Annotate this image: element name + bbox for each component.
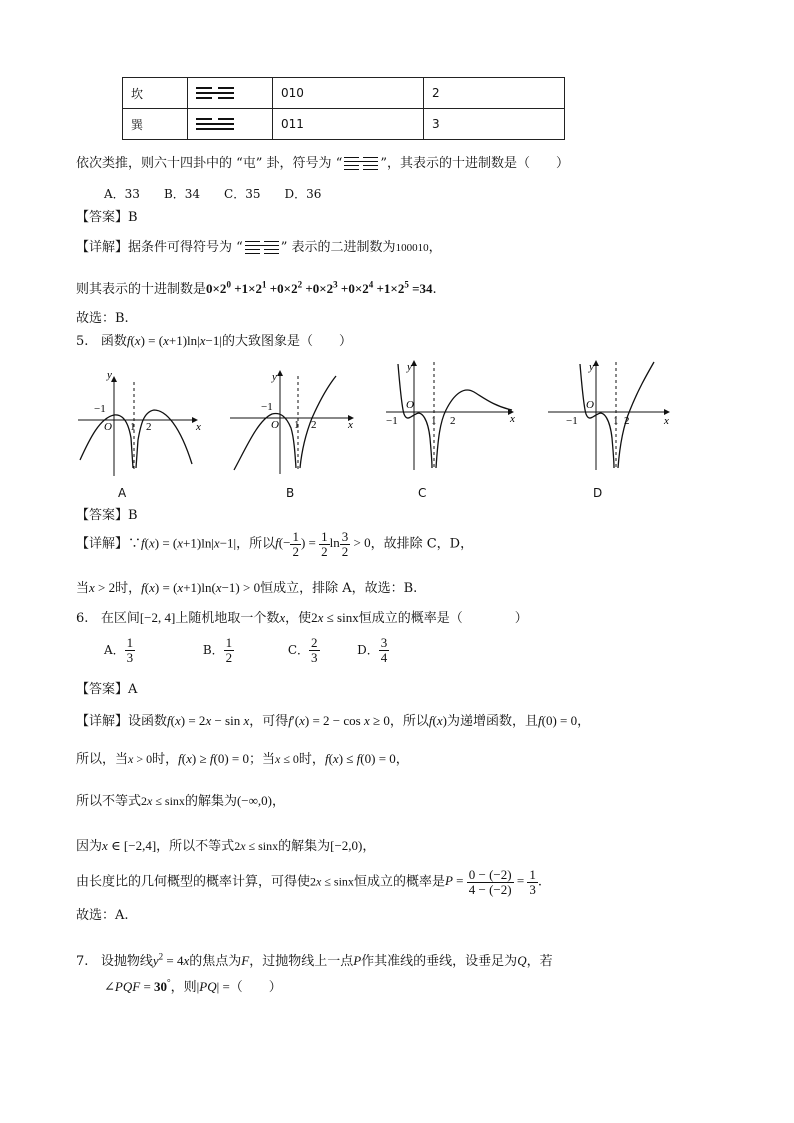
q6-detail-4: 因为x ∈ [−2,4]，所以不等式2x ≤ sinx的解集为[−2,0)， bbox=[76, 838, 376, 854]
graph-d-label: D bbox=[593, 486, 603, 500]
graph-c-label: C bbox=[418, 486, 427, 500]
svg-text:O: O bbox=[586, 399, 594, 411]
svg-text:−1: −1 bbox=[566, 415, 578, 427]
svg-text:O: O bbox=[104, 421, 112, 433]
q6-detail-5: 由长度比的几何概型的概率计算，可得使2x ≤ sinx恒成立的概率是P = $\frac{0 - (-2)}{4 - (-2)}$ = $\frac{1}{3}$ . bbox=[76, 867, 543, 897]
svg-text:y: y bbox=[589, 361, 594, 373]
svg-text:2: 2 bbox=[146, 421, 152, 433]
graph-b bbox=[228, 368, 356, 478]
q6-detail-1: 【详解】设函数f(x) = 2x − sin x，可得f′(x) = 2 − cos x ≥ 0，所以f(x)为递增函数，且f(0) = 0， bbox=[76, 713, 591, 729]
svg-text:x: x bbox=[510, 413, 515, 425]
q7-stem-2: ∠PQF = 30°，则|PQ| =（ ） bbox=[104, 977, 282, 995]
q5-stem: 5. 函数f(x) = (x+1)ln|x−1|的大致图象是（ ） bbox=[76, 333, 352, 349]
trigram-name: 巽 bbox=[123, 109, 188, 140]
svg-text:x: x bbox=[664, 415, 669, 427]
graph-b-label: B bbox=[286, 486, 295, 500]
trigram-decimal: 2 bbox=[424, 78, 565, 109]
svg-text:y: y bbox=[407, 361, 412, 373]
svg-text:O: O bbox=[406, 399, 414, 411]
hexagram-symbol bbox=[344, 156, 378, 172]
graph-a-label: A bbox=[118, 486, 127, 500]
graph-d bbox=[546, 358, 674, 472]
q6-stem: 6. 在区间[−2, 4]上随机地取一个数x，使2x ≤ sinx恒成立的概率是（ ） bbox=[76, 610, 528, 626]
svg-text:−1: −1 bbox=[386, 415, 398, 427]
hexagram-symbol bbox=[245, 240, 279, 256]
svg-text:x: x bbox=[348, 419, 353, 431]
q6-answer: 【答案】A bbox=[76, 682, 138, 697]
option-d: D．36 bbox=[284, 187, 322, 201]
q6-detail-2: 所以，当x > 0时，f(x) ≥ f(0) = 0；当x ≤ 0时，f(x) ≤ f(0) = 0， bbox=[76, 751, 409, 767]
trigram-name: 坎 bbox=[123, 78, 188, 109]
q7-stem: 7. 设抛物线$y^2 = 4x$的焦点为F，过抛物线上一点P作其准线的垂线，设垂足为Q，若 bbox=[76, 951, 553, 969]
option-c: C． $\frac{2}{3}$ bbox=[287, 635, 318, 665]
q5-detail-2: 当x > 2时，f(x) = (x+1)ln(x−1) > 0恒成立，排除 A，故选：B. bbox=[76, 580, 418, 596]
svg-text:y: y bbox=[107, 369, 112, 381]
option-a: A．33 bbox=[104, 187, 140, 201]
svg-text:y: y bbox=[272, 371, 277, 383]
trigram-decimal: 3 bbox=[424, 109, 565, 140]
q5-detail: 【详解】∵f(x) = (x+1)ln|x−1|，所以f(− $\frac{1}{2}$ ) = $\frac{1}{2}$ ln $\frac{3}{2}$ > 0，故排除 C，D， bbox=[76, 529, 474, 559]
q5-answer: 【答案】B bbox=[76, 508, 138, 523]
svg-text:1: 1 bbox=[294, 419, 300, 431]
svg-text:−1: −1 bbox=[94, 403, 106, 415]
graph-c bbox=[384, 358, 520, 472]
svg-text:2: 2 bbox=[450, 415, 456, 427]
option-a: A． $\frac{1}{3}$ bbox=[104, 635, 134, 665]
svg-text:1: 1 bbox=[613, 415, 619, 427]
q4-answer: 【答案】B bbox=[76, 210, 138, 225]
svg-text:x: x bbox=[196, 421, 201, 433]
q4-options bbox=[104, 185, 321, 202]
option-d: D． $\frac{3}{4}$ bbox=[357, 635, 388, 665]
graph-a bbox=[76, 368, 204, 478]
svg-text:1: 1 bbox=[130, 421, 136, 433]
svg-text:1: 1 bbox=[431, 415, 437, 427]
q4-stem: 依次类推，则六十四卦中的 “屯” 卦，符号为 “ ”，其表示的十进制数是（ ） bbox=[76, 156, 569, 171]
svg-text:2: 2 bbox=[624, 415, 630, 427]
svg-text:2: 2 bbox=[311, 419, 317, 431]
trigram-table bbox=[122, 77, 565, 140]
option-b: B． $\frac{1}{2}$ bbox=[202, 635, 233, 665]
option-b: B．34 bbox=[163, 187, 201, 201]
table-row bbox=[123, 109, 565, 140]
q6-choice: 故选：A. bbox=[76, 908, 129, 923]
trigram-symbol bbox=[188, 109, 273, 140]
q4-computation: 则其表示的十进制数是$0\times 2^0 +1\times 2^1 +0\times 2^2 +0\times 2^3 +0\times 2^4 +1\times 2^5 =34$. bbox=[76, 279, 437, 297]
svg-text:O: O bbox=[271, 419, 279, 431]
q4-choice: 故选：B. bbox=[76, 311, 129, 326]
q4-detail: 【详解】据条件可得符号为 “ ” 表示的二进制数为100010， bbox=[76, 240, 442, 255]
q6-options bbox=[104, 636, 389, 665]
trigram-binary: 011 bbox=[273, 109, 424, 140]
trigram-binary: 010 bbox=[273, 78, 424, 109]
svg-text:−1: −1 bbox=[261, 401, 273, 413]
q6-detail-3: 所以不等式2x ≤ sinx的解集为(−∞,0)， bbox=[76, 793, 285, 809]
table-row bbox=[123, 78, 565, 109]
trigram-symbol bbox=[188, 78, 273, 109]
option-c: C．35 bbox=[224, 187, 261, 201]
